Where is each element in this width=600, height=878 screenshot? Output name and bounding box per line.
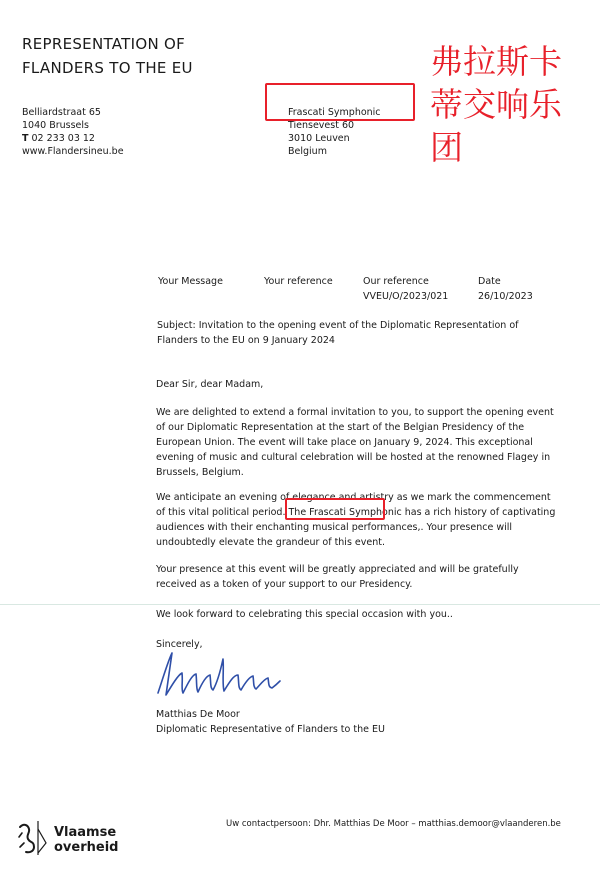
letterhead-line-2: FLANDERS TO THE EU [22,59,193,77]
signatory-block [156,707,556,737]
recipient-country: Belgium [288,146,327,157]
sender-address [22,106,124,158]
sender-website: www.Flandersineu.be [22,146,124,157]
our-reference-label: Our reference [363,276,429,287]
recipient-name: Frascati Symphonic [288,107,381,118]
logo-wordmark [54,825,118,855]
paragraph-4: We look forward to celebrating this special occasion with you.. [156,609,453,620]
chinese-annotation: 弗拉斯卡蒂交响乐团 [430,42,562,167]
footer-contact: Uw contactpersoon: Dhr. Matthias De Moor – matthias.demoor@vlaanderen.be [226,819,561,829]
your-reference-label: Your reference [264,276,333,287]
ensemble-highlight-box [285,498,385,520]
signatory-name: Matthias De Moor [156,709,240,720]
phone-prefix: T [22,133,29,144]
flemish-lion-icon [16,819,48,857]
paragraph-3: Your presence at this event will be greatly appreciated and will be gratefully received as a token of your support to our Presidency. [156,564,519,590]
our-reference-column [363,274,448,304]
recipient-street: Tiensevest 60 [288,120,355,131]
sender-street: Belliardstraat 65 [22,107,101,118]
date-column [478,274,533,304]
logo-line-2: overheid [54,840,119,855]
closing: Sincerely, [156,639,203,650]
paragraph-2: We anticipate an evening of elegance and artistry as we mark the commencement of this vital political period. The Frascati Symphonic has a rich history of captivating audiences with their enchanting musical performances,. Your presence will undoubtedly elevate the grandeur of this event. [156,492,556,548]
logo-line-1: Vlaamse [54,825,117,840]
recipient-city: 3010 Leuven [288,133,350,144]
sender-phone: 02 233 03 12 [31,133,95,144]
salutation: Dear Sir, dear Madam, [156,379,264,390]
signature-stroke [158,653,280,695]
signatory-title: Diplomatic Representative of Flanders to the EU [156,724,385,735]
your-message-label: Your Message [158,276,223,287]
sender-city: 1040 Brussels [22,120,89,131]
letterhead-line-1: REPRESENTATION OF [22,35,186,53]
our-reference-value: VVEU/O/2023/021 [363,291,449,302]
date-label: Date [478,276,501,287]
date-value: 26/10/2023 [478,291,533,302]
recipient-highlight-box [265,83,415,121]
handwritten-signature [150,645,290,705]
scan-divider [0,604,600,605]
paragraph-1: We are delighted to extend a formal invitation to you, to support the opening event of our Diplomatic Representation at the start of the Belgian Presidency of the European Union. The event will take place on January 9, 2024. This exceptional evening of music and cultural celebration will be hosted at the renowned Flagey in Brussels, Belgium. [156,407,554,478]
sender-phone-line [22,132,124,145]
letterhead-title [22,32,262,80]
subject-line: Subject: Invitation to the opening event of the Diplomatic Representation of Flanders to the EU on 9 January 2024 [157,320,519,346]
vlaamse-overheid-logo [16,815,126,859]
